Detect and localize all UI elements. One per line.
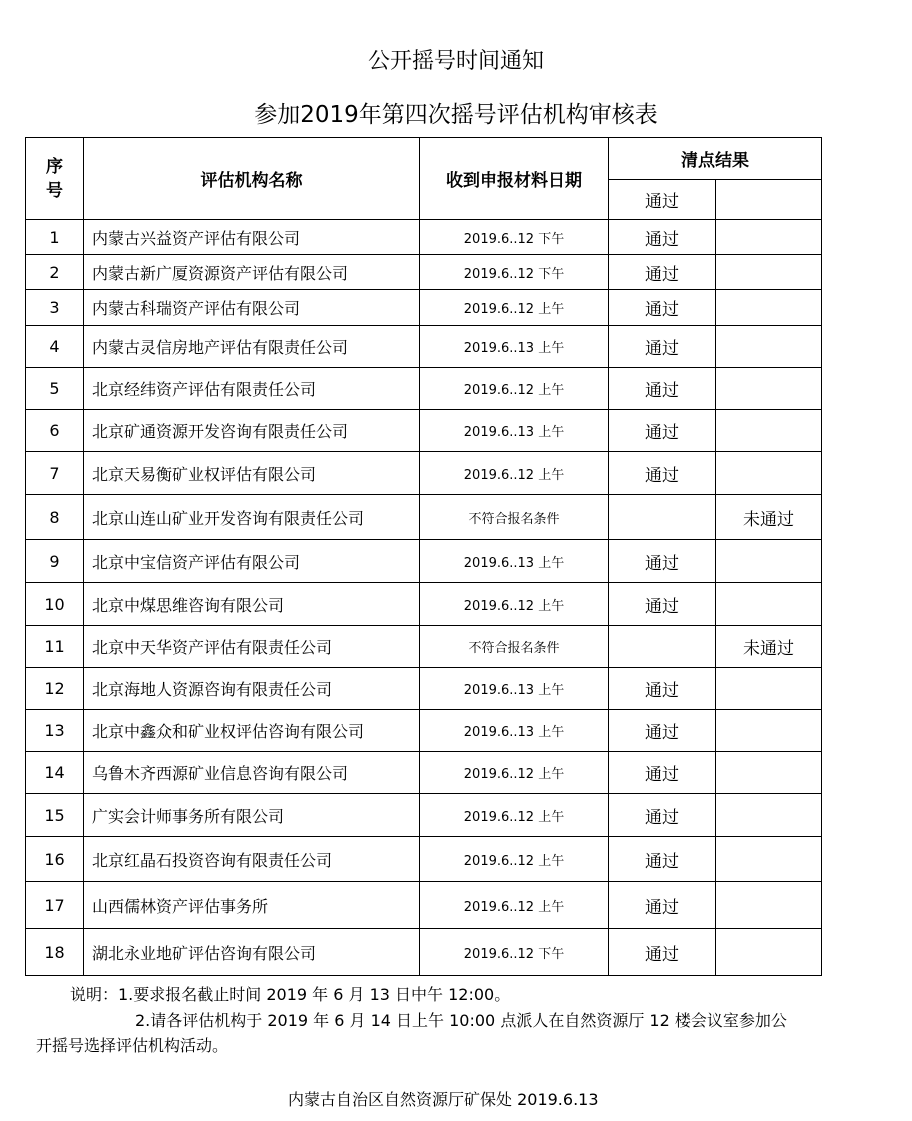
table-row: [26, 368, 822, 410]
table-row: [26, 794, 822, 837]
header-result-fail: [716, 180, 822, 220]
header-result-pass: 通过: [609, 180, 716, 220]
row-name: 内蒙古科瑞资产评估有限公司: [84, 290, 420, 326]
row-pass: 通过: [609, 794, 716, 837]
table-row: [26, 929, 822, 976]
table-row: [26, 410, 822, 452]
row-pass: [609, 495, 716, 540]
row-fail: [716, 255, 822, 290]
row-name: 北京天易衡矿业权评估有限公司: [84, 452, 420, 495]
row-date: 2019.6..12 上午: [420, 882, 609, 929]
row-fail: 未通过: [716, 495, 822, 540]
table-row: [26, 837, 822, 882]
row-pass: 通过: [609, 710, 716, 752]
row-name: 北京山连山矿业开发咨询有限责任公司: [84, 495, 420, 540]
header-result: 清点结果: [609, 138, 822, 180]
row-fail: [716, 668, 822, 710]
row-pass: 通过: [609, 255, 716, 290]
row-date: 2019.6..12 上午: [420, 752, 609, 794]
row-pass: 通过: [609, 837, 716, 882]
table-row: [26, 583, 822, 626]
row-date: 2019.6..12 上午: [420, 837, 609, 882]
row-seq: 14: [26, 752, 84, 794]
review-table: [25, 137, 822, 976]
row-seq: 17: [26, 882, 84, 929]
row-pass: 通过: [609, 326, 716, 368]
table-row: [26, 626, 822, 668]
row-fail: [716, 929, 822, 976]
row-fail: [716, 710, 822, 752]
row-fail: [716, 452, 822, 495]
row-seq: 7: [26, 452, 84, 495]
table-row: [26, 220, 822, 255]
row-seq: 18: [26, 929, 84, 976]
row-seq: 3: [26, 290, 84, 326]
row-date: 2019.6..13 上午: [420, 540, 609, 583]
row-fail: [716, 882, 822, 929]
row-fail: [716, 752, 822, 794]
row-date: 2019.6..12 下午: [420, 929, 609, 976]
row-date: 2019.6..13 上午: [420, 326, 609, 368]
row-name: 内蒙古新广厦资源资产评估有限公司: [84, 255, 420, 290]
row-name: 北京中宝信资产评估有限公司: [84, 540, 420, 583]
row-pass: 通过: [609, 452, 716, 495]
note-line-2: 2.请各评估机构于 2019 年 6 月 14 日上午 10:00 点派人在自然资源厅 12 楼会议室参加公: [135, 1011, 787, 1030]
row-seq: 9: [26, 540, 84, 583]
row-date: 不符合报名条件: [420, 495, 609, 540]
row-pass: [609, 626, 716, 668]
row-name: 北京中天华资产评估有限责任公司: [84, 626, 420, 668]
row-date: 2019.6..12 下午: [420, 255, 609, 290]
row-fail: [716, 220, 822, 255]
header-name: 评估机构名称: [84, 138, 420, 220]
table-row: [26, 540, 822, 583]
row-pass: 通过: [609, 220, 716, 255]
row-pass: 通过: [609, 410, 716, 452]
row-pass: 通过: [609, 540, 716, 583]
header-date: 收到申报材料日期: [420, 138, 609, 220]
row-name: 北京红晶石投资咨询有限责任公司: [84, 837, 420, 882]
row-fail: 未通过: [716, 626, 822, 668]
header-seq: 序号: [26, 138, 84, 220]
page-title: 公开摇号时间通知: [367, 49, 544, 74]
row-seq: 8: [26, 495, 84, 540]
table-row: [26, 255, 822, 290]
row-date: 2019.6..12 上午: [420, 452, 609, 495]
row-fail: [716, 540, 822, 583]
row-name: 广实会计师事务所有限公司: [84, 794, 420, 837]
row-seq: 10: [26, 583, 84, 626]
row-name: 北京中鑫众和矿业权评估咨询有限公司: [84, 710, 420, 752]
row-seq: 4: [26, 326, 84, 368]
row-pass: 通过: [609, 752, 716, 794]
row-pass: 通过: [609, 290, 716, 326]
row-fail: [716, 837, 822, 882]
row-fail: [716, 290, 822, 326]
row-seq: 13: [26, 710, 84, 752]
table-row: [26, 452, 822, 495]
row-date: 2019.6..13 上午: [420, 668, 609, 710]
row-date: 2019.6..12 上午: [420, 583, 609, 626]
row-date: 2019.6..13 上午: [420, 710, 609, 752]
row-date: 不符合报名条件: [420, 626, 609, 668]
row-pass: 通过: [609, 668, 716, 710]
table-row: [26, 882, 822, 929]
table-title: 参加2019年第四次摇号评估机构审核表: [254, 102, 658, 128]
row-name: 内蒙古兴益资产评估有限公司: [84, 220, 420, 255]
table-row: [26, 290, 822, 326]
table-row: [26, 710, 822, 752]
table-row: [26, 752, 822, 794]
row-name: 湖北永业地矿评估咨询有限公司: [84, 929, 420, 976]
row-fail: [716, 410, 822, 452]
row-name: 北京经纬资产评估有限责任公司: [84, 368, 420, 410]
table-row: [26, 495, 822, 540]
table-row: [26, 326, 822, 368]
row-name: 乌鲁木齐西源矿业信息咨询有限公司: [84, 752, 420, 794]
row-fail: [716, 368, 822, 410]
row-name: 内蒙古灵信房地产评估有限责任公司: [84, 326, 420, 368]
row-name: 北京矿通资源开发咨询有限责任公司: [84, 410, 420, 452]
row-fail: [716, 326, 822, 368]
row-seq: 5: [26, 368, 84, 410]
row-pass: 通过: [609, 583, 716, 626]
row-pass: 通过: [609, 929, 716, 976]
note-line-1: 说明：1.要求报名截止时间 2019 年 6 月 13 日中午 12:00。: [70, 985, 511, 1004]
row-date: 2019.6..12 下午: [420, 220, 609, 255]
signature: 内蒙古自治区自然资源厅矿保处 2019.6.13: [288, 1090, 599, 1109]
row-seq: 2: [26, 255, 84, 290]
row-fail: [716, 794, 822, 837]
row-date: 2019.6..12 上午: [420, 368, 609, 410]
row-seq: 11: [26, 626, 84, 668]
row-date: 2019.6..12 上午: [420, 794, 609, 837]
row-date: 2019.6..12 上午: [420, 290, 609, 326]
row-name: 北京中煤思维咨询有限公司: [84, 583, 420, 626]
note-line-3: 开摇号选择评估机构活动。: [36, 1036, 229, 1055]
row-pass: 通过: [609, 368, 716, 410]
row-seq: 6: [26, 410, 84, 452]
table-row: [26, 668, 822, 710]
row-name: 山西儒林资产评估事务所: [84, 882, 420, 929]
row-seq: 12: [26, 668, 84, 710]
row-name: 北京海地人资源咨询有限责任公司: [84, 668, 420, 710]
row-seq: 16: [26, 837, 84, 882]
row-fail: [716, 583, 822, 626]
row-seq: 15: [26, 794, 84, 837]
row-seq: 1: [26, 220, 84, 255]
row-date: 2019.6..13 上午: [420, 410, 609, 452]
row-pass: 通过: [609, 882, 716, 929]
